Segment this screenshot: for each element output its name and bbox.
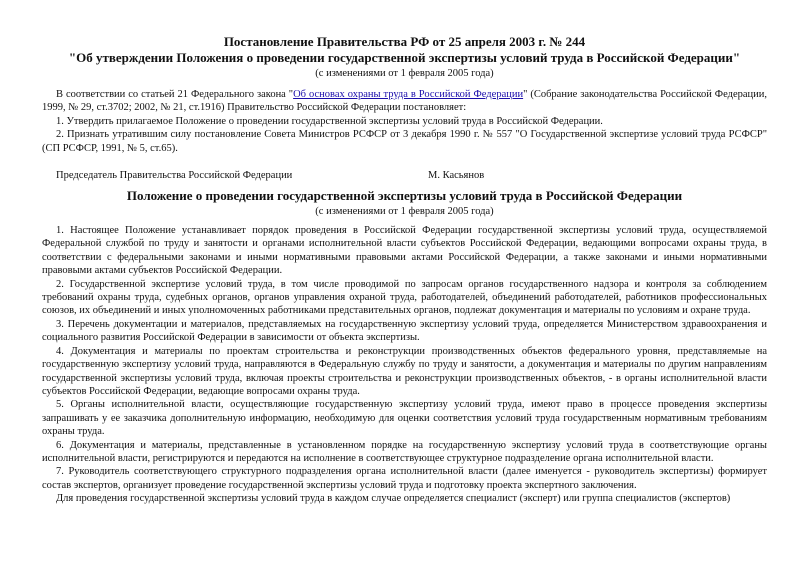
regulation-point-7: 7. Руководитель соответствующего структурного подразделения органа исполнительной власти (далее именуется - руководитель экспертизы) формирует состав экспертов, организует проведение государственной экспертизы условий труда и подготовку проекта экспертного заключения.	[42, 466, 767, 491]
decree-point-2: 2. Признать утратившим силу постановление Совета Министров РСФСР от 3 декабря 1990 г. № 557 "О Государственной экспертизе условий труда РСФСР" (СП РСФСР, 1991, № 5, ст.65).	[42, 129, 767, 154]
regulation-point-2: 2. Государственной экспертизе условий труда, в том числе проводимой по запросам органов государственного надзора и контроля за соблюдением требований охраны труда, судебных органов, органов управления охраной труда, работодателей, объединений работодателей, работников профессиональных союзов, их объединений и иных уполномоченных работниками представительных органов, подлежат документация и материалы по условиям и охране труда.	[42, 278, 767, 317]
signatory-name: М. Касьянов	[428, 170, 485, 182]
decree-changes-note: (с изменениями от 1 февраля 2005 года)	[315, 68, 494, 79]
decree-title-line1: Постановление Правительства РФ от 25 апреля 2003 г. № 244	[223, 34, 586, 49]
decree-intro-paragraph	[42, 88, 767, 115]
signature-block	[56, 169, 767, 182]
regulation-point-7-continuation: Для проведения государственной экспертизы условий труда в каждом случае определяется специалист (эксперт) или группа специалистов (экспертов)	[56, 493, 731, 505]
regulation-point-3: 3. Перечень документации и материалов, представляемых на государственную экспертизу условий труда, определяется Министерством здравоохранения и социального развития Российской Федерации в зависимости от объекта экспертизы.	[42, 318, 767, 344]
signatory-role: Председатель Правительства Российской Федерации	[56, 170, 293, 182]
regulation-point-6: 6. Документация и материалы, представленные в установленном порядке на государственную экспертизу условий труда в соответствующие органы исполнительной власти, регистрируются и передаются на исполнение в соответствующее структурное подразделение органа исполнительной власти.	[42, 439, 767, 464]
federal-law-link[interactable]: Об основах охраны труда в Российской Федерации	[293, 89, 524, 100]
regulation-changes-note: (с изменениями от 1 февраля 2005 года)	[315, 206, 494, 218]
regulation-point-5: 5. Органы исполнительной власти, осуществляющие государственную экспертизу условий труда, имеют право в процессе проведения экспертизы запрашивать у ее заказчика дополнительную информацию, необходимую для оценки соответствия условий труда государственным нормативным требованиям охраны труда.	[42, 399, 767, 438]
decree-point-1: 1. Утвердить прилагаемое Положение о проведении государственной экспертизы условий труда в Российской Федерации.	[56, 115, 603, 127]
regulation-point-4: 4. Документация и материалы по проектам строительства и реконструкции производственных объектов федерального уровня, представляемые на государственную экспертизу условий труда, направляются в Федеральную службу по труду и занятости, а документация и материалы по другим направлениям государственной экспертизы условий труда, включая проекты строительства и реконструкции производственных объектов, - в органы исполнительной власти субъектов Российской Федерации, ведающие вопросами охраны труда.	[42, 345, 767, 397]
decree-title-line2: "Об утверждении Положения о проведении государственной экспертизы условий труда в Российской Федерации"	[68, 50, 741, 65]
intro-text-after: " (Собрание законодательства Российской Федерации, 1999, № 29, ст.3702; 2002, № 21, ст.1916) Правительство Российской Федерации постановляет:	[42, 89, 768, 114]
regulation-title: Положение о проведении государственной экспертизы условий труда в Российской Федерации	[126, 188, 683, 204]
intro-text-before: В соответствии со статьей 21 Федерального закона "	[56, 89, 294, 100]
regulation-point-1: 1. Настоящее Положение устанавливает порядок проведения в Российской Федерации государственной экспертизы условий труда, осуществляемой Федеральной службой по труду и занятости и органами исполнительной власти субъектов Российской Федерации, ведающими вопросами охраны труда, в соответствии с федеральными законами и иными нормативными правовыми актами Российской Федерации, а также законами и иными нормативными правовыми актами субъектов Российской Федерации.	[42, 225, 767, 277]
